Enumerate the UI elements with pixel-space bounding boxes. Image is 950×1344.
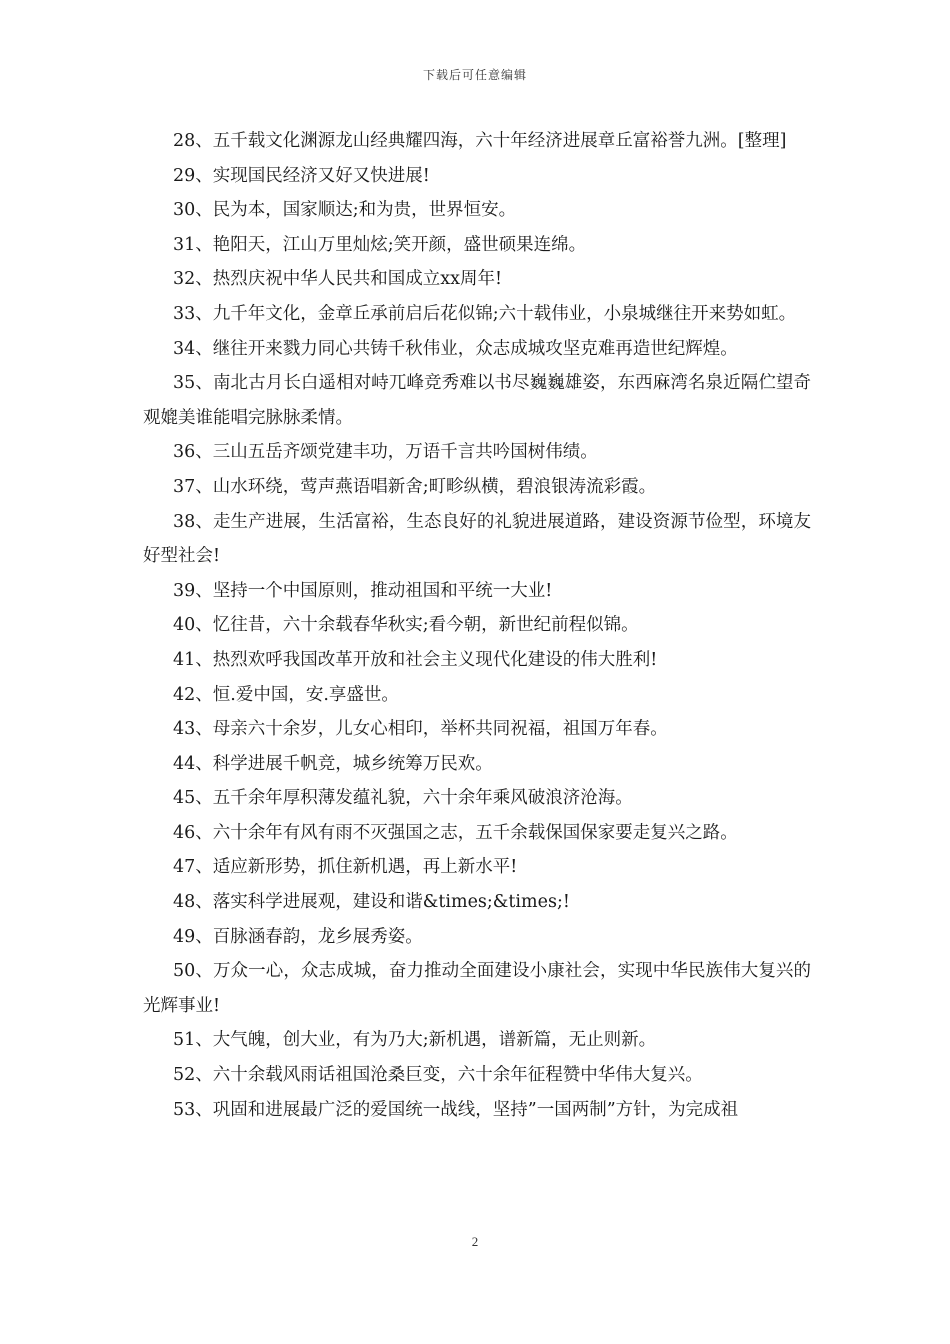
- paragraph-52: 52、六十余载风雨话祖国沧桑巨变，六十余年征程赞中华伟大复兴。: [173, 1065, 703, 1086]
- paragraph-36: 36、三山五岳齐颂党建丰功，万语千言共吟国树伟绩。: [173, 442, 598, 463]
- paragraph-31: 31、艳阳天，江山万里灿炫;笑开颜，盛世硕果连绵。: [173, 234, 587, 255]
- paragraph-43: 43、母亲六十余岁，儿女心相印，举杯共同祝福，祖国万年春。: [173, 719, 668, 740]
- page-number: 2: [471, 1234, 479, 1249]
- paragraph-38: 38、走生产进展，生活富裕，生态良好的礼貌进展道路，建设资源节俭型，环境友好型社会!: [143, 511, 811, 567]
- paragraph-48: 48、落实科学进展观，建设和谐&times;&times;!: [173, 892, 570, 913]
- paragraph-53: 53、巩固和进展最广泛的爱国统一战线，坚持”一国两制”方针，为完成祖: [173, 1099, 739, 1120]
- paragraph-42: 42、恒.爱中国，安.享盛世。: [173, 684, 399, 705]
- paragraph-30: 30、民为本，国家顺达;和为贵，世界恒安。: [173, 200, 517, 221]
- paragraph-44: 44、科学进展千帆竞，城乡统筹万民欢。: [173, 753, 493, 774]
- paragraph-50: 50、万众一心，众志成城，奋力推动全面建设小康社会，实现中华民族伟大复兴的光辉事业!: [143, 961, 811, 1016]
- paragraph-33: 33、九千年文化，金章丘承前启后花似锦;六十载伟业，小泉城继往开来势如虹。: [173, 303, 797, 324]
- paragraph-45: 45、五千余年厚积薄发蕴礼貌，六十余年乘风破浪济沧海。: [173, 788, 633, 809]
- paragraph-28: 28、五千载文化渊源龙山经典耀四海，六十年经济进展章丘富裕誉九洲。[整理]: [173, 131, 787, 151]
- paragraph-35: 35、南北古月长白遥相对峙兀峰竞秀难以书尽巍巍雄姿，东西麻湾名泉近隔伫望奇观媲美谁能唱完脉脉柔情。: [143, 373, 811, 428]
- paragraph-47: 47、适应新形势，抓住新机遇，再上新水平!: [173, 857, 518, 878]
- paragraph-39: 39、坚持一个中国原则，推动祖国和平统一大业!: [173, 580, 553, 601]
- paragraph-51: 51、大气魄，创大业，有为乃大;新机遇，谱新篇，无止则新。: [173, 1030, 657, 1051]
- paragraph-29: 29、实现国民经济又好又快进展!: [173, 165, 430, 186]
- page-header: 下载后可任意编辑: [422, 68, 527, 82]
- paragraph-41: 41、热烈欢呼我国改革开放和社会主义现代化建设的伟大胜利!: [173, 649, 658, 670]
- paragraph-49: 49、百脉涵春韵，龙乡展秀姿。: [173, 926, 423, 947]
- paragraph-34: 34、继往开来戮力同心共铸千秋伟业，众志成城攻坚克难再造世纪辉煌。: [173, 338, 738, 359]
- document-body: [143, 124, 811, 1127]
- paragraph-32: 32、热烈庆祝中华人民共和国成立xx周年!: [173, 269, 503, 290]
- paragraph-40: 40、忆往昔，六十余载春华秋实;看今朝，新世纪前程似锦。: [173, 615, 639, 636]
- paragraph-46: 46、六十余年有风有雨不灭强国之志，五千余载保国保家要走复兴之路。: [173, 822, 738, 843]
- paragraph-37: 37、山水环绕，莺声燕语唱新舍;町畛纵横，碧浪银涛流彩霞。: [173, 476, 657, 497]
